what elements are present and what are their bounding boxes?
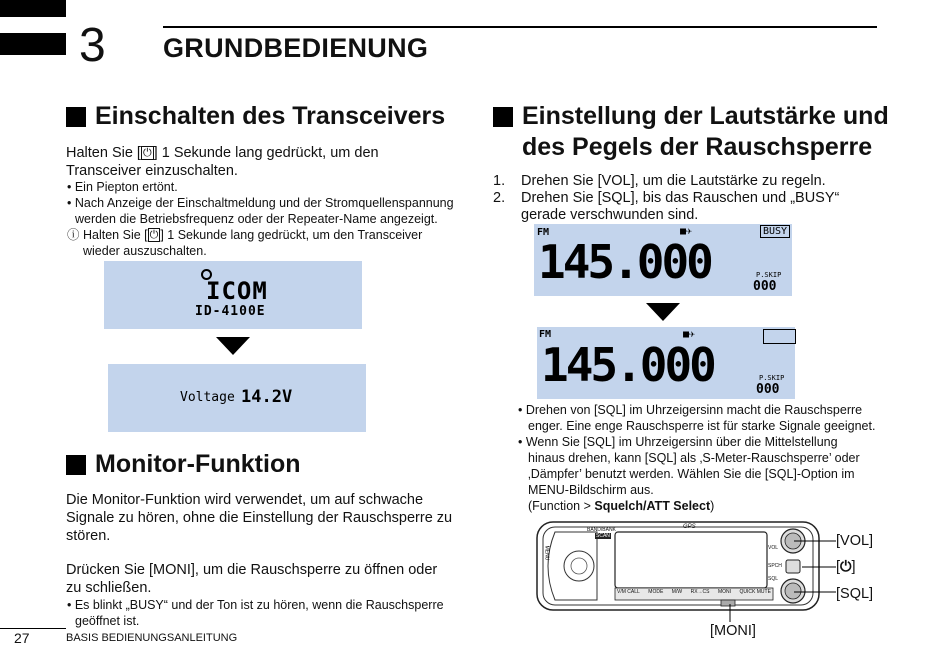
power-bullets: • Ein Piepton ertönt. • Nach Anzeige der Einschaltmeldung und der Stromquellenspannung werden die Betriebsfrequenz oder der Repeater-Name angezeigt. ⓘ Halten Sie [ ⏻ ] 1 Sekunde lang gedrückt, um den Transceiver wieder auszuschalten. bbox=[67, 180, 454, 258]
label-moni: [MONI] bbox=[710, 623, 756, 639]
chapter-tab-bar-top bbox=[0, 0, 66, 17]
radio-key[interactable]: V/M CALL bbox=[617, 589, 640, 595]
power-section-title: Einschalten des Transceivers bbox=[66, 101, 445, 132]
manual-name: BASIS BEDIENUNGSANLEITUNG bbox=[66, 632, 238, 644]
lcd-channel: 000 bbox=[756, 382, 780, 397]
label-sql: [SQL] bbox=[836, 586, 874, 602]
chapter-tab-bar-bottom bbox=[0, 33, 66, 55]
callout-lines bbox=[780, 530, 840, 600]
monitor-bullet: • Es blinkt „BUSY“ und der Ton ist zu hören, wenn die Rauschsperre geöffnet ist. bbox=[67, 598, 444, 628]
page-number: 27 bbox=[14, 630, 30, 646]
lcd-voltage-screen bbox=[108, 364, 366, 432]
label-vol: [VOL] bbox=[836, 533, 874, 549]
chapter-number: 3 bbox=[79, 19, 106, 72]
radio-key-strip bbox=[615, 589, 773, 595]
monitor-para-1: Die Monitor-Funktion wird verwendet, um auf schwache Signale zu hören, ohne die Einstellung der Rauschsperre zu stören. bbox=[66, 492, 453, 544]
radio-sql-label: SQL bbox=[768, 576, 779, 582]
lcd-busy-empty bbox=[763, 329, 796, 344]
section-square-icon bbox=[66, 107, 86, 127]
section-square-icon bbox=[493, 107, 513, 127]
lcd-busy-indicator: BUSY bbox=[760, 225, 790, 238]
lcd-mode-fm: FM bbox=[537, 227, 550, 238]
volume-steps: 1. Drehen Sie [VOL], um die Lautstärke zu regeln. 2. Drehen Sie [SQL], bis das Rauschen und „BUSY“ gerade verschwunden sind. bbox=[493, 173, 840, 223]
arrow-down-icon bbox=[646, 303, 680, 321]
radio-scan-label: SCAN bbox=[596, 533, 610, 539]
radio-band-label: BAND/BANK bbox=[587, 527, 616, 533]
radio-front-panel bbox=[535, 520, 821, 612]
power-icon: ⏻ bbox=[142, 147, 152, 159]
section-square-icon bbox=[66, 455, 86, 475]
lcd-brand: ICOM bbox=[206, 277, 268, 305]
lcd-status-icons: ■✈ bbox=[683, 329, 696, 340]
volume-section-title: Einstellung der Lautstärke und des Pegels der Rauschsperre bbox=[493, 101, 913, 163]
lcd-busy-screen bbox=[534, 224, 792, 296]
radio-key[interactable]: MODE bbox=[648, 589, 664, 595]
lcd-frequency: 145.000 bbox=[538, 235, 711, 289]
header-rule bbox=[163, 26, 877, 28]
monitor-para-2: Drücken Sie [MONI], um die Rauschsperre zu öffnen oder zu schließen. bbox=[66, 562, 438, 596]
arrow-down-icon bbox=[216, 337, 250, 355]
power-icon: ⏻ bbox=[840, 559, 852, 575]
power-intro: Halten Sie [ ⏻ ] 1 Sekunde lang gedrückt, um den Transceiver einzuschalten. bbox=[66, 145, 379, 179]
lcd-mode-fm: FM bbox=[539, 329, 552, 340]
radio-vol-label: VOL bbox=[768, 545, 779, 551]
lcd-voltage-label: Voltage bbox=[180, 390, 235, 405]
radio-key[interactable]: MONI bbox=[717, 589, 732, 595]
label-power: [⏻] bbox=[836, 559, 856, 575]
radio-key[interactable]: QUICK MUTE bbox=[739, 589, 771, 595]
function-menu-path: Squelch/ATT Select bbox=[594, 499, 711, 513]
note-icon: ⓘ bbox=[67, 228, 80, 242]
lcd-voltage-value: 14.2V bbox=[241, 387, 293, 407]
radio-gps-label: GPS bbox=[683, 524, 696, 530]
footer-rule bbox=[0, 628, 66, 629]
lcd-pskip: P.SKIP bbox=[759, 374, 785, 382]
lcd-quiet-screen bbox=[537, 327, 795, 399]
radio-key[interactable]: RX→CS bbox=[690, 589, 710, 595]
chapter-title: GRUNDBEDIENUNG bbox=[163, 33, 429, 63]
power-icon: ⏻ bbox=[149, 229, 159, 241]
lcd-status-icons: ■✈ bbox=[680, 226, 693, 237]
lcd-pskip: P.SKIP bbox=[756, 271, 782, 279]
lcd-frequency: 145.000 bbox=[541, 338, 714, 392]
lcd-startup-screen bbox=[104, 261, 362, 329]
squelch-bullets: • Drehen von [SQL] im Uhrzeigersinn macht die Rauschsperre enger. Eine enge Rauschsperre ist für starke Signale geeignet. • Wenn Sie [SQL] im Uhrzeigersinn über die Mittelstellung hinaus drehen, kann [SQL] als ‚S-Meter-Rauschsperre’ oder ‚Dämpfer’ benutzt werden. Wählen Sie die [SQL]-Option im MENU-Bildschirm aus. (Function > Squelch/ATT Select) bbox=[518, 403, 876, 513]
radio-key[interactable]: M/W bbox=[671, 589, 683, 595]
lcd-channel: 000 bbox=[753, 279, 777, 294]
callout-line-moni bbox=[725, 604, 737, 624]
monitor-section-title: Monitor-Funktion bbox=[66, 449, 301, 480]
radio-menu-label: MENU bbox=[543, 545, 550, 561]
radio-spch-label: SPCH bbox=[768, 563, 782, 569]
lcd-model: ID-4100E bbox=[195, 304, 266, 319]
